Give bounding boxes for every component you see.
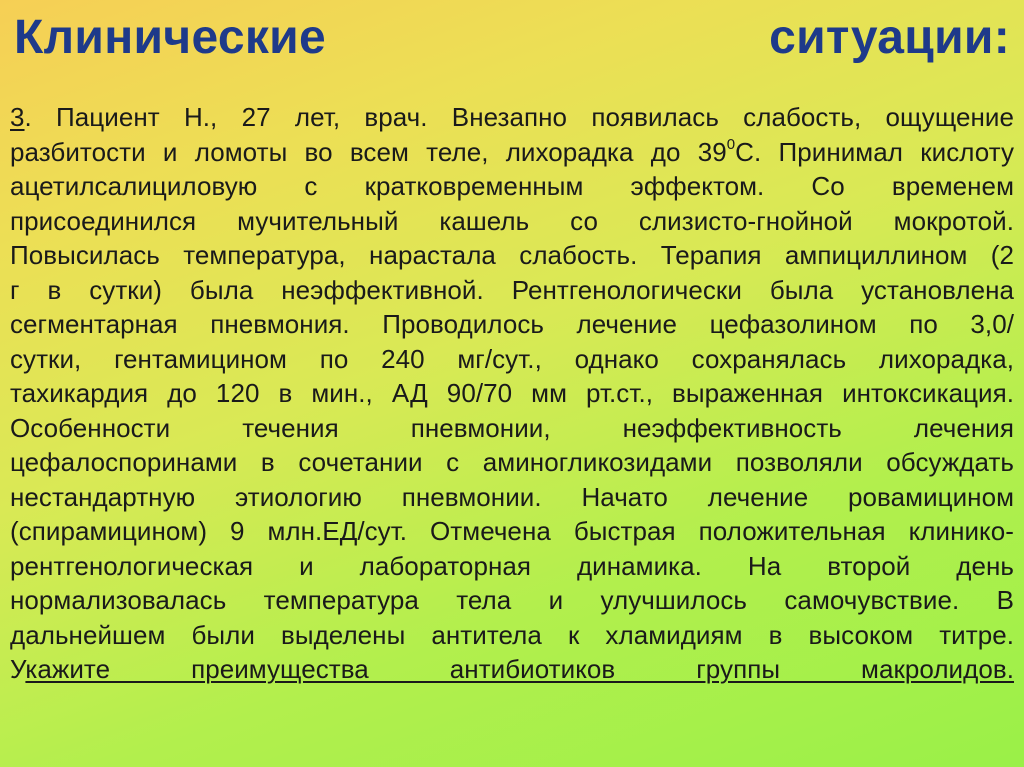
slide-title-left: Клинические xyxy=(14,11,326,64)
case-line: (спирамицином) 9 млн.ЕД/сут. Отмечена быстрая положительная клинико- xyxy=(10,516,1014,546)
case-line: цефалоспоринами в сочетании с аминогликозидами позволяли обсуждать xyxy=(10,447,1014,477)
question-text: кажите преимущества антибиотиков группы макролидов. xyxy=(25,654,1014,684)
case-line: рентгенологическая и лабораторная динамика. На второй день xyxy=(10,550,1014,581)
question-line xyxy=(10,652,1014,687)
case-line-text: разбитости и ломоты во всем теле, лихорадка до 39 xyxy=(10,136,727,167)
case-line xyxy=(10,135,1014,170)
question-first-letter: У xyxy=(10,654,26,684)
case-line-text: С. Принимал кислоту xyxy=(735,136,1014,167)
case-number: 3 xyxy=(10,102,25,132)
case-line: нестандартную этиологию пневмонии. Начато лечение ровамицином xyxy=(10,481,1014,512)
case-line: нормализовалась температура тела и улучшилось самочувствие. В xyxy=(10,585,1014,615)
slide-title-right: ситуации: xyxy=(769,11,1010,64)
case-line xyxy=(10,100,1014,135)
temperature-degree: 0 xyxy=(726,135,736,153)
case-line: сегментарная пневмония. Проводилось лечение цефазолином по 3,0/ xyxy=(10,309,1014,339)
case-line: г в сутки) была неэффективной. Рентгенологически была установлена xyxy=(10,274,1014,305)
case-line: тахикардия до 120 в мин., АД 90/70 мм рт.ст., выраженная интоксикация. xyxy=(10,378,1014,408)
case-line: присоединился мучительный кашель со слизисто-гнойной мокротой. xyxy=(10,205,1014,236)
slide-title xyxy=(14,8,1010,68)
case-line-text: . Пациент Н., 27 лет, врач. Внезапно появилась слабость, ощущение xyxy=(24,102,1014,132)
case-line: дальнейшем были выделены антитела к хламидиям в высоком титре. xyxy=(10,619,1014,650)
case-line: сутки, гентамицином по 240 мг/сут., однако сохранялась лихорадка, xyxy=(10,343,1014,374)
case-line: Повысилась температура, нарастала слабость. Терапия ампициллином (2 xyxy=(10,240,1014,270)
case-line: ацетилсалициловую с кратковременным эффектом. Со временем xyxy=(10,171,1014,201)
case-text xyxy=(10,100,1014,687)
case-line: Особенности течения пневмонии, неэффективность лечения xyxy=(10,412,1014,443)
